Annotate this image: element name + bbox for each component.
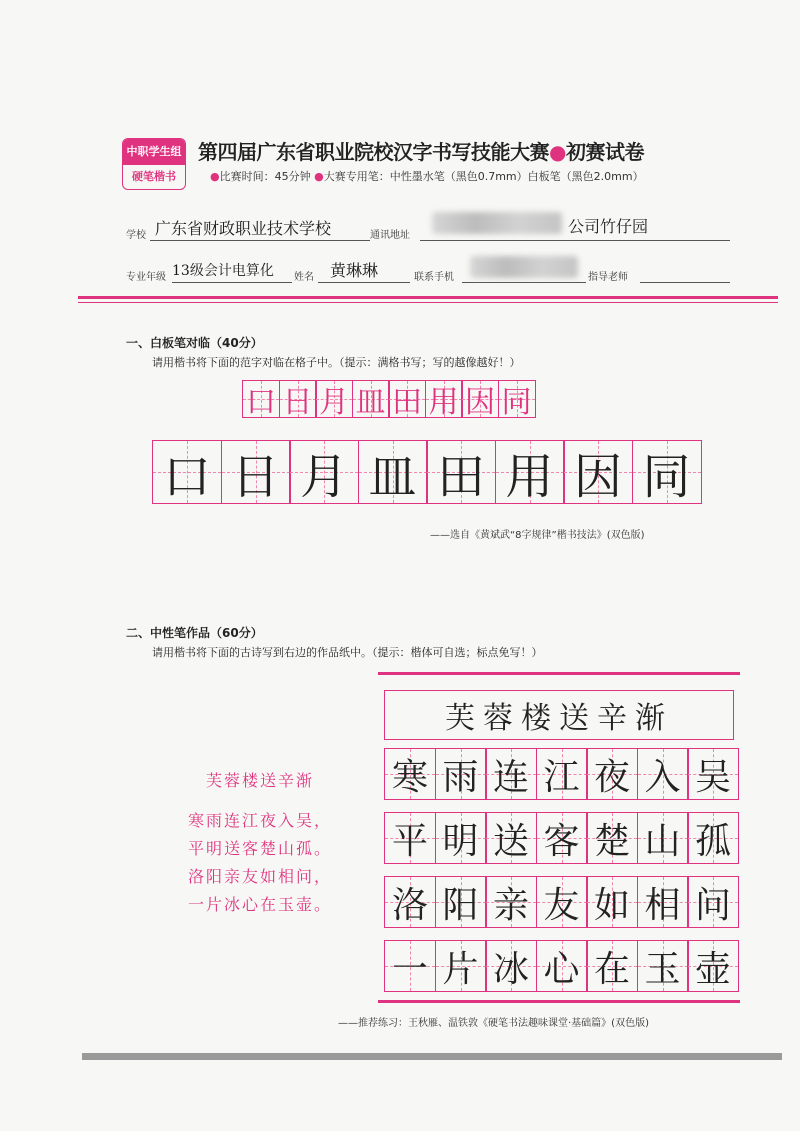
- poem-cell: 心: [536, 940, 588, 992]
- poem-cell: 孤: [687, 812, 739, 864]
- poem-cell: 一: [384, 940, 436, 992]
- address-redacted: [432, 212, 562, 234]
- model-cell: 同: [498, 380, 536, 418]
- poem-cell: 江: [536, 748, 588, 800]
- written-cell: 用: [495, 440, 565, 504]
- poem-cell: 吴: [687, 748, 739, 800]
- model-cell: 日: [279, 380, 317, 418]
- address-value: 公司竹仔园: [568, 217, 649, 236]
- written-cell: 口: [152, 440, 222, 504]
- poem-cell: 入: [637, 748, 689, 800]
- name-label: 姓名: [294, 272, 314, 283]
- divider-top: [78, 296, 778, 299]
- section1-instruction: 请用楷书将下面的范字对临在格子中。（提示：满格书写；写的越像越好！）: [152, 356, 521, 369]
- poem-cell: 冰: [485, 940, 537, 992]
- page-title: [198, 136, 644, 165]
- model-cell: 因: [461, 380, 499, 418]
- poem-line: 平明送客楚山孤。: [187, 839, 332, 858]
- section2-instruction: 请用楷书将下面的古诗写到右边的作品纸中。（提示：楷体可自选；标点免写！）: [152, 646, 543, 659]
- work-paper-bottom-border: [378, 1000, 740, 1003]
- section2-source: ——推荐练习：王秋雁、温铁敦《硬笔书法趣味课堂·基础篇》(双色版): [338, 1018, 649, 1029]
- poem-grid-row: [384, 876, 738, 928]
- major-label: 专业年级: [126, 272, 166, 283]
- bottom-bar: [82, 1053, 782, 1060]
- phone-redacted: [470, 256, 578, 278]
- poem-grid-row: [384, 812, 738, 864]
- written-cell: 皿: [358, 440, 428, 504]
- subtitle-time: 比赛时间：45分钟: [219, 170, 311, 183]
- poem-cell: 壶: [687, 940, 739, 992]
- poem-cell: 山: [637, 812, 689, 864]
- poem-cell: 阳: [435, 876, 487, 928]
- poem-cell: 在: [586, 940, 638, 992]
- poem-cell: 夜: [586, 748, 638, 800]
- poem-cell: 相: [637, 876, 689, 928]
- model-char-grid: [242, 380, 534, 418]
- model-cell: 用: [425, 380, 463, 418]
- poem-cell: 问: [687, 876, 739, 928]
- poem-cell: 雨: [435, 748, 487, 800]
- poem-cell: 玉: [637, 940, 689, 992]
- work-paper-top-border: [378, 672, 740, 675]
- written-cell: 田: [426, 440, 496, 504]
- model-cell: 皿: [352, 380, 390, 418]
- group-badge: [122, 138, 186, 190]
- poem-cell: 连: [485, 748, 537, 800]
- poem-line: 寒雨连江夜入吴，: [187, 811, 332, 830]
- poem-line: 洛阳亲友如相问，: [187, 867, 332, 886]
- bullet-dot: ●: [549, 140, 566, 164]
- badge-bottom-text: 硬笔楷书: [132, 170, 176, 183]
- teacher-label: 指导老师: [588, 272, 628, 283]
- model-cell: 月: [315, 380, 353, 418]
- handwritten-poem-title: 芙蓉楼送辛渐: [384, 690, 734, 740]
- school-label: 学校: [126, 230, 146, 241]
- written-cell: 日: [221, 440, 291, 504]
- poem-cell: 楚: [586, 812, 638, 864]
- poem-grid-row: [384, 940, 738, 992]
- poem-cell: 洛: [384, 876, 436, 928]
- model-cell: 口: [242, 380, 280, 418]
- written-cell: 因: [563, 440, 633, 504]
- poem-cell: 客: [536, 812, 588, 864]
- written-cell: 同: [632, 440, 702, 504]
- written-char-grid: [152, 440, 700, 504]
- poem-line: 一片冰心在玉壶。: [187, 895, 332, 914]
- poem-cell: 寒: [384, 748, 436, 800]
- poem-cell: 平: [384, 812, 436, 864]
- phone-label: 联系手机: [414, 272, 454, 283]
- address-label: 通讯地址: [370, 230, 410, 241]
- subtitle-pen: 大赛专用笔：中性墨水笔（黑色0.7mm）白板笔（黑色2.0mm）: [323, 170, 644, 183]
- badge-top-text: 中职学生组: [123, 139, 185, 165]
- major-value: 13级会计电算化: [172, 263, 274, 279]
- poem-grid-row: [384, 748, 738, 800]
- poem-cell: 明: [435, 812, 487, 864]
- school-value: 广东省财政职业技术学校: [155, 219, 332, 238]
- poem-cell: 送: [485, 812, 537, 864]
- title-suffix: 初赛试卷: [565, 140, 644, 164]
- poem-cell: 友: [536, 876, 588, 928]
- poem-cell: 亲: [485, 876, 537, 928]
- section1-heading: 一、白板笔对临（40分）: [126, 336, 263, 350]
- name-value: 黄琳琳: [330, 261, 379, 280]
- written-cell: 月: [289, 440, 359, 504]
- section2-heading: 二、中性笔作品（60分）: [126, 626, 263, 640]
- poem-cell: 如: [586, 876, 638, 928]
- subtitle: ●比赛时间：45分钟 ●大赛专用笔：中性墨水笔（黑色0.7mm）白板笔（黑色2.0mm）: [210, 170, 644, 183]
- section1-source: ——选自《黄斌武“8字规律”楷书技法》(双色版): [430, 530, 645, 541]
- model-cell: 田: [388, 380, 426, 418]
- poem-cell: 片: [435, 940, 487, 992]
- poem-title-reference: 芙蓉楼送辛渐: [205, 771, 314, 790]
- title-main: 第四届广东省职业院校汉字书写技能大赛: [198, 140, 549, 164]
